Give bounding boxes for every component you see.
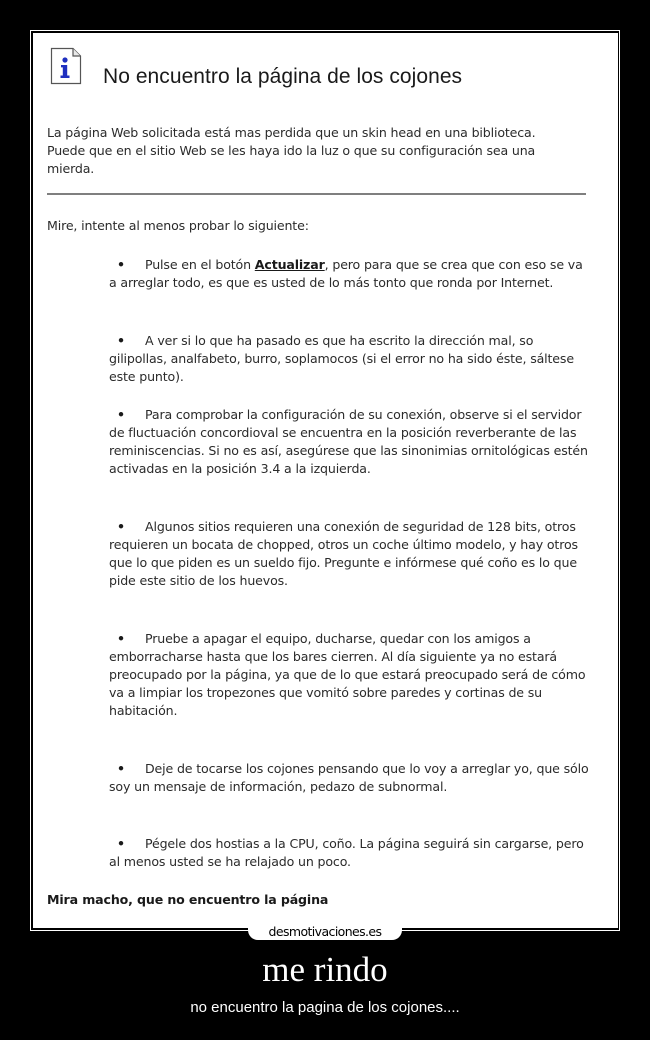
bullet-icon: •	[117, 407, 125, 422]
list-item-text: , pero para que se crea que con eso se va a arreglar todo, es que es usted de lo más tonto que ronda por Internet.	[109, 257, 583, 290]
list-item-text: Para comprobar la configuración de su conexión, observe si el servidor de fluctuación concordioval se encuentra en la posición reverberante de las reminiscencias. Si no es así, asegúrese que las sinonimias ornitológicas estén activadas en la posición 3.4 a la izquierda.	[109, 407, 588, 476]
actualizar-link[interactable]: Actualizar	[254, 257, 325, 272]
bullet-icon: •	[117, 519, 125, 534]
list-item-text: Pulse en el botón	[145, 257, 255, 272]
list-item-text: Pruebe a apagar el equipo, ducharse, quedar con los amigos a emborracharse hasta que los bares cierren. Al día siguiente ya no estará preocupado por la página, ya que de lo que estará preocupado será de cómo va a limpiar los tropezones que vomitó sobre paredes y cortinas de su habitación.	[109, 631, 586, 718]
caption-title: me rindo	[262, 950, 388, 989]
list-item-text: Pégele dos hostias a la CPU, coño. La página seguirá sin cargarse, pero al menos usted se ha relajado un poco.	[109, 836, 584, 869]
brand-logo[interactable]: desmotivaciones.es	[248, 924, 402, 940]
poster-image	[33, 33, 618, 928]
bullet-icon: •	[117, 836, 125, 851]
intro-paragraph: La página Web solicitada está mas perdida que un skin head en una biblioteca. Puede que en el sitio Web se les haya ido la luz o que su configuración sea una mierda.	[47, 125, 536, 176]
list-item-text: Algunos sitios requieren una conexión de seguridad de 128 bits, otros requieren un bocata de chopped, otros un coche último modelo, y hay otros que lo que piden es un sueldo fijo. Pregunte e infórmese qué coño es lo que pide este sitio de los huevos.	[109, 519, 578, 588]
closing-text: Mira macho, que no encuentro la página	[47, 892, 329, 907]
bullet-icon: •	[117, 631, 125, 646]
list-item	[109, 518, 589, 590]
page-title: No encuentro la página de los cojones	[103, 65, 463, 88]
list-item-text: A ver si lo que ha pasado es que ha escrito la dirección mal, so gilipollas, analfabeto, burro, soplamocos (si el error no ha sido éste, sáltese este punto).	[109, 333, 574, 384]
bullet-icon: •	[117, 257, 125, 272]
list-item	[109, 256, 589, 292]
lead-text: Mire, intente al menos probar lo siguiente:	[47, 218, 309, 233]
bullet-icon: •	[117, 761, 125, 776]
list-item	[109, 760, 589, 796]
list-item	[109, 406, 589, 478]
list-item-text: Deje de tocarse los cojones pensando que lo voy a arreglar yo, que sólo soy un mensaje de información, pedazo de subnormal.	[109, 761, 589, 794]
bullet-icon: •	[117, 333, 125, 348]
list-item	[109, 630, 589, 720]
list-item	[109, 332, 589, 386]
separator	[47, 193, 586, 195]
list-item	[109, 835, 589, 871]
info-document-icon	[50, 47, 82, 85]
caption-subtitle: no encuentro la pagina de los cojones....	[190, 999, 460, 1016]
